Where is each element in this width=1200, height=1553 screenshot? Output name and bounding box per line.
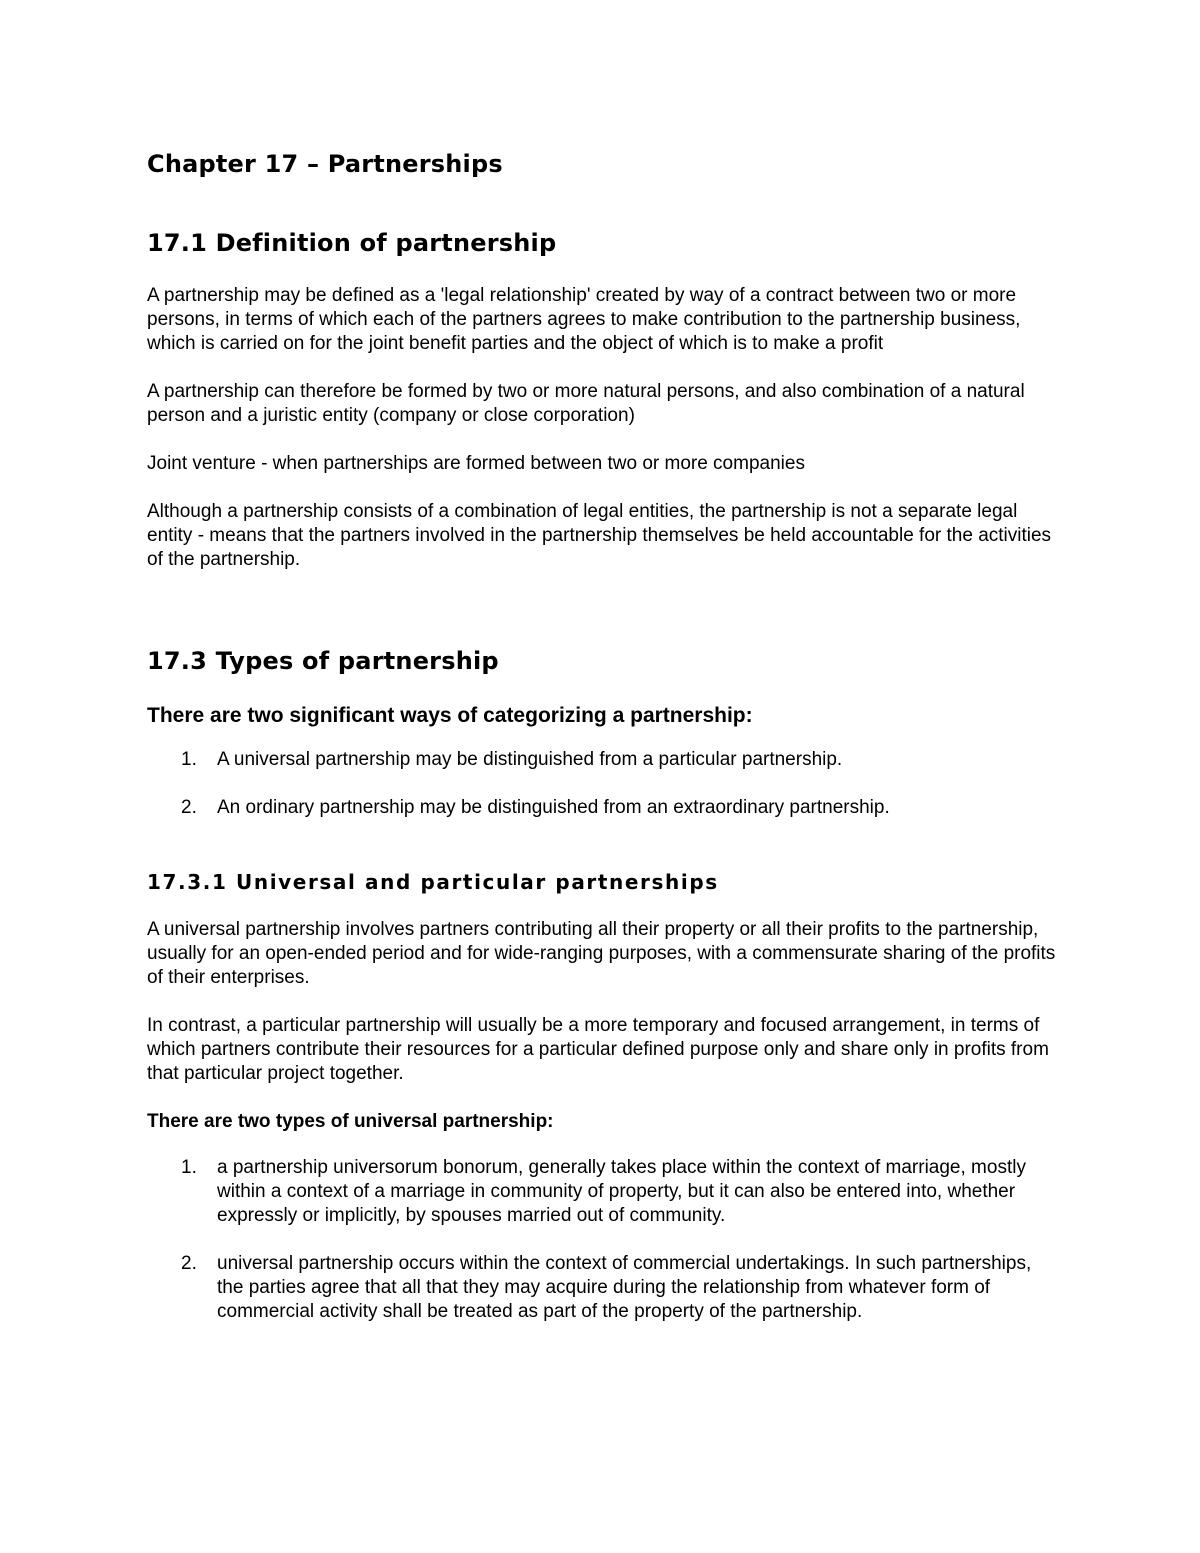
categorizing-list: [147, 748, 1057, 820]
paragraph-particular: In contrast, a particular partnership will usually be a more temporary and focused arrangement, in terms of which partners contribute their resources for a particular defined purpose only and share only in profits from that particular project together.: [147, 1015, 1049, 1084]
section-spacer: [147, 596, 1057, 644]
list-item-number: 2.: [181, 1253, 197, 1274]
paragraph-definition: A partnership may be defined as a 'legal relationship' created by way of a contract between two or more persons, in terms of which each of the partners agrees to make contribution to the partnership business, which is carried on for the joint benefit parties and the object of which is to make a profit: [147, 285, 1021, 354]
section-heading-17-1: 17.1 Definition of partnership: [147, 229, 557, 257]
section-heading-17-3: 17.3 Types of partnership: [147, 647, 499, 675]
list-item-number: 1.: [181, 749, 197, 770]
subsection-heading-17-3-1: 17.3.1 Universal and particular partnerships: [147, 870, 719, 894]
list-item: [147, 796, 1057, 820]
list-item: [147, 748, 1057, 772]
paragraph-universal: A universal partnership involves partners contributing all their property or all their profits to the partnership, usually for an open-ended period and for wide-ranging purposes, with a commensurate sharing of the profits of their enterprises.: [147, 919, 1056, 988]
list-item: [147, 1252, 1057, 1324]
list-item: [147, 1156, 1057, 1228]
chapter-title: Chapter 17 – Partnerships: [147, 150, 503, 178]
paragraph-joint-venture: Joint venture - when partnerships are formed between two or more companies: [147, 453, 805, 474]
universal-types-lead: There are two types of universal partnership:: [147, 1111, 554, 1132]
paragraph-legal-entity: Although a partnership consists of a combination of legal entities, the partnership is not a separate legal entity - means that the partners involved in the partnership themselves be held accountable for the activities of the partnership.: [147, 501, 1052, 570]
list-item-number: 2.: [181, 797, 197, 818]
list-item-text: universal partnership occurs within the context of commercial undertakings. In such partnerships, the parties agree that all that they may acquire during the relationship from whatever form of commercial activity shall be treated as part of the property of the partnership.: [217, 1253, 1032, 1322]
categorizing-lead: There are two significant ways of categorizing a partnership:: [147, 704, 753, 727]
list-item-text: An ordinary partnership may be distinguished from an extraordinary partnership.: [217, 797, 890, 818]
list-item-text: a partnership universorum bonorum, generally takes place within the context of marriage, mostly within a context of a marriage in community of property, but it can also be entered into, whether expressly or implicitly, by spouses married out of community.: [217, 1157, 1026, 1226]
paragraph-formation: A partnership can therefore be formed by two or more natural persons, and also combination of a natural person and a juristic entity (company or close corporation): [147, 381, 1025, 426]
subsection-spacer: [147, 844, 1057, 868]
list-item-number: 1.: [181, 1157, 197, 1178]
list-item-text: A universal partnership may be distinguished from a particular partnership.: [217, 749, 843, 770]
document-content: [147, 147, 1057, 1348]
universal-types-list: [147, 1156, 1057, 1324]
